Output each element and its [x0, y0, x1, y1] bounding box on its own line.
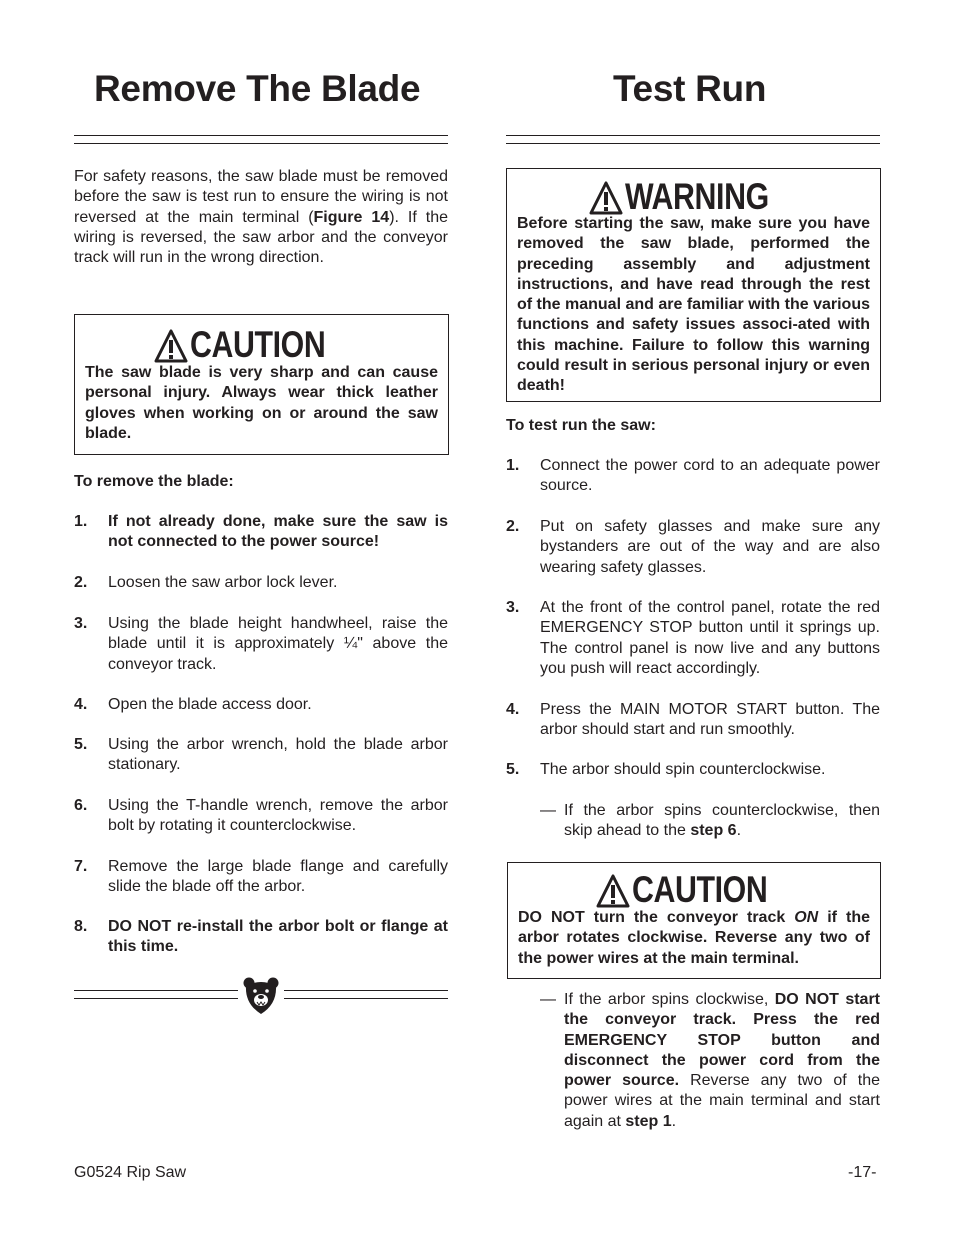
- dash: —: [540, 991, 556, 1008]
- sub-text-end: .: [736, 822, 742, 840]
- title-divider-left: [74, 135, 448, 144]
- step-number: 4.: [506, 701, 520, 718]
- step-text: If not already done, make sure the saw is not connected to the power source!: [108, 513, 448, 551]
- test-step-3: [506, 598, 880, 679]
- caution-header: [75, 319, 448, 363]
- step-number: 3.: [506, 599, 520, 616]
- footer-page-number: -17-: [848, 1164, 877, 1181]
- warning-triangle-icon: [154, 329, 188, 363]
- remove-step-5: [74, 735, 448, 776]
- step-text: Connect the power cord to an adequate power source.: [540, 457, 880, 495]
- remove-step-4: [74, 695, 448, 715]
- remove-step-3: [74, 614, 448, 675]
- step-text: The arbor should spin counterclockwise.: [540, 761, 826, 778]
- sub-step-clockwise: [540, 990, 880, 1132]
- step-number: 7.: [74, 858, 88, 875]
- step-text: At the front of the control panel, rotate the red EMERGENCY STOP button until it springs up. The control panel is now live and any buttons you push will react accordingly.: [540, 599, 880, 677]
- caution-body: The saw blade is very sharp and can cause personal injury. Always wear thick leather gloves when working on or around the saw blade.: [85, 364, 438, 442]
- step-text: Remove the large blade flange and carefully slide the blade off the arbor.: [108, 858, 448, 896]
- step-text: Press the MAIN MOTOR START button. The arbor should start and run smoothly.: [540, 701, 880, 739]
- intro-text-b: ). If the wiring is reversed, the saw arbor and the conveyor track will run in the wrong direction.: [74, 208, 449, 267]
- figure-reference: Figure 14: [313, 208, 390, 226]
- procedure-heading-test: To test run the saw:: [506, 417, 656, 434]
- warning-box: [506, 168, 881, 402]
- sub-text-end: .: [671, 1112, 677, 1130]
- remove-step-2: [74, 573, 448, 593]
- step-text: Using the arbor wrench, hold the blade arbor stationary.: [108, 736, 448, 774]
- caution-heading: CAUTION: [632, 869, 768, 910]
- step-number: 1.: [74, 513, 88, 530]
- step-reference: step 6: [690, 822, 737, 840]
- warning-triangle-icon: [589, 181, 623, 215]
- intro-text-a: For safety reasons, the saw blade must be removed before the saw is test run to ensure the wiring is not reversed at the main terminal (: [74, 168, 448, 226]
- caution-box-conveyor: [507, 862, 881, 979]
- step-number: 1.: [506, 457, 520, 474]
- section-title-test-run: Test Run: [613, 68, 767, 109]
- test-step-4: [506, 700, 880, 741]
- title-divider-right: [506, 135, 880, 144]
- sub-text: If the arbor spins counterclockwise, then skip ahead to the: [564, 802, 880, 840]
- test-step-2: [506, 517, 880, 578]
- caution-box-blade: [74, 314, 449, 455]
- footer-model: G0524 Rip Saw: [74, 1164, 187, 1181]
- bear-logo-icon: [242, 976, 280, 1016]
- step-number: 2.: [506, 518, 520, 535]
- warning-triangle-icon: [596, 874, 630, 908]
- remove-step-7: [74, 857, 448, 898]
- remove-step-6: [74, 796, 448, 837]
- intro-paragraph: [74, 167, 448, 268]
- step-number: 3.: [74, 615, 88, 632]
- step-text: Using the T-handle wrench, remove the arbor bolt by rotating it counterclockwise.: [108, 797, 448, 835]
- warning-body: Before starting the saw, make sure you have removed the saw blade, performed the preceding assembly and adjustment instructions, and have read through the rest of the manual and are familiar with the various functions and safety issues associ-ated with this machine. Failure to follow this warning could result in serious personal injury or even death!: [517, 215, 870, 395]
- sub-text-bold: DO NOT start the conveyor track. Press the red EMERGENCY STOP button and disconnect the power cord from the power source.: [564, 991, 881, 1090]
- caution-heading: CAUTION: [189, 324, 325, 365]
- sub-text-b: Reverse any two of the power wires at the main terminal and start again at: [564, 1072, 880, 1130]
- step-number: 4.: [74, 696, 88, 713]
- caution-emphasis: ON: [794, 909, 819, 926]
- test-step-5: [506, 760, 880, 780]
- caution-text-b: if the arbor rotates clockwise. Reverse any two of the power wires at the main terminal.: [518, 909, 870, 967]
- caution-header: [508, 868, 880, 908]
- step-number: 6.: [74, 797, 88, 814]
- step-text: Loosen the saw arbor lock lever.: [108, 574, 338, 591]
- section-title-remove-blade: Remove The Blade: [94, 68, 421, 109]
- warning-heading: WARNING: [624, 176, 769, 217]
- step-text: Put on safety glasses and make sure any bystanders are out of the way and are also wearing safety glasses.: [540, 518, 880, 576]
- caution-text-a: DO NOT turn the conveyor track: [518, 909, 795, 926]
- test-step-1: [506, 456, 880, 497]
- end-divider-left: [74, 990, 238, 999]
- remove-step-1: [74, 512, 448, 553]
- step-text: DO NOT re-install the arbor bolt or flange at this time.: [108, 918, 448, 956]
- caution-body: [508, 908, 880, 969]
- dash: —: [540, 802, 556, 819]
- step-text: Open the blade access door.: [108, 696, 312, 713]
- sub-text-a: If the arbor spins clockwise,: [564, 991, 775, 1008]
- sub-step-counterclockwise: [540, 801, 880, 842]
- step-number: 2.: [74, 574, 88, 591]
- step-number: 5.: [74, 736, 88, 753]
- step-number: 8.: [74, 918, 88, 935]
- step-reference: step 1: [625, 1112, 672, 1130]
- remove-step-8: [74, 917, 448, 958]
- end-divider-right: [284, 990, 448, 999]
- step-text: Using the blade height handwheel, raise the blade until it is approximately ¼" above the conveyor track.: [108, 615, 448, 673]
- step-number: 5.: [506, 761, 520, 778]
- warning-header: [507, 173, 880, 215]
- procedure-heading-remove: To remove the blade:: [74, 473, 234, 490]
